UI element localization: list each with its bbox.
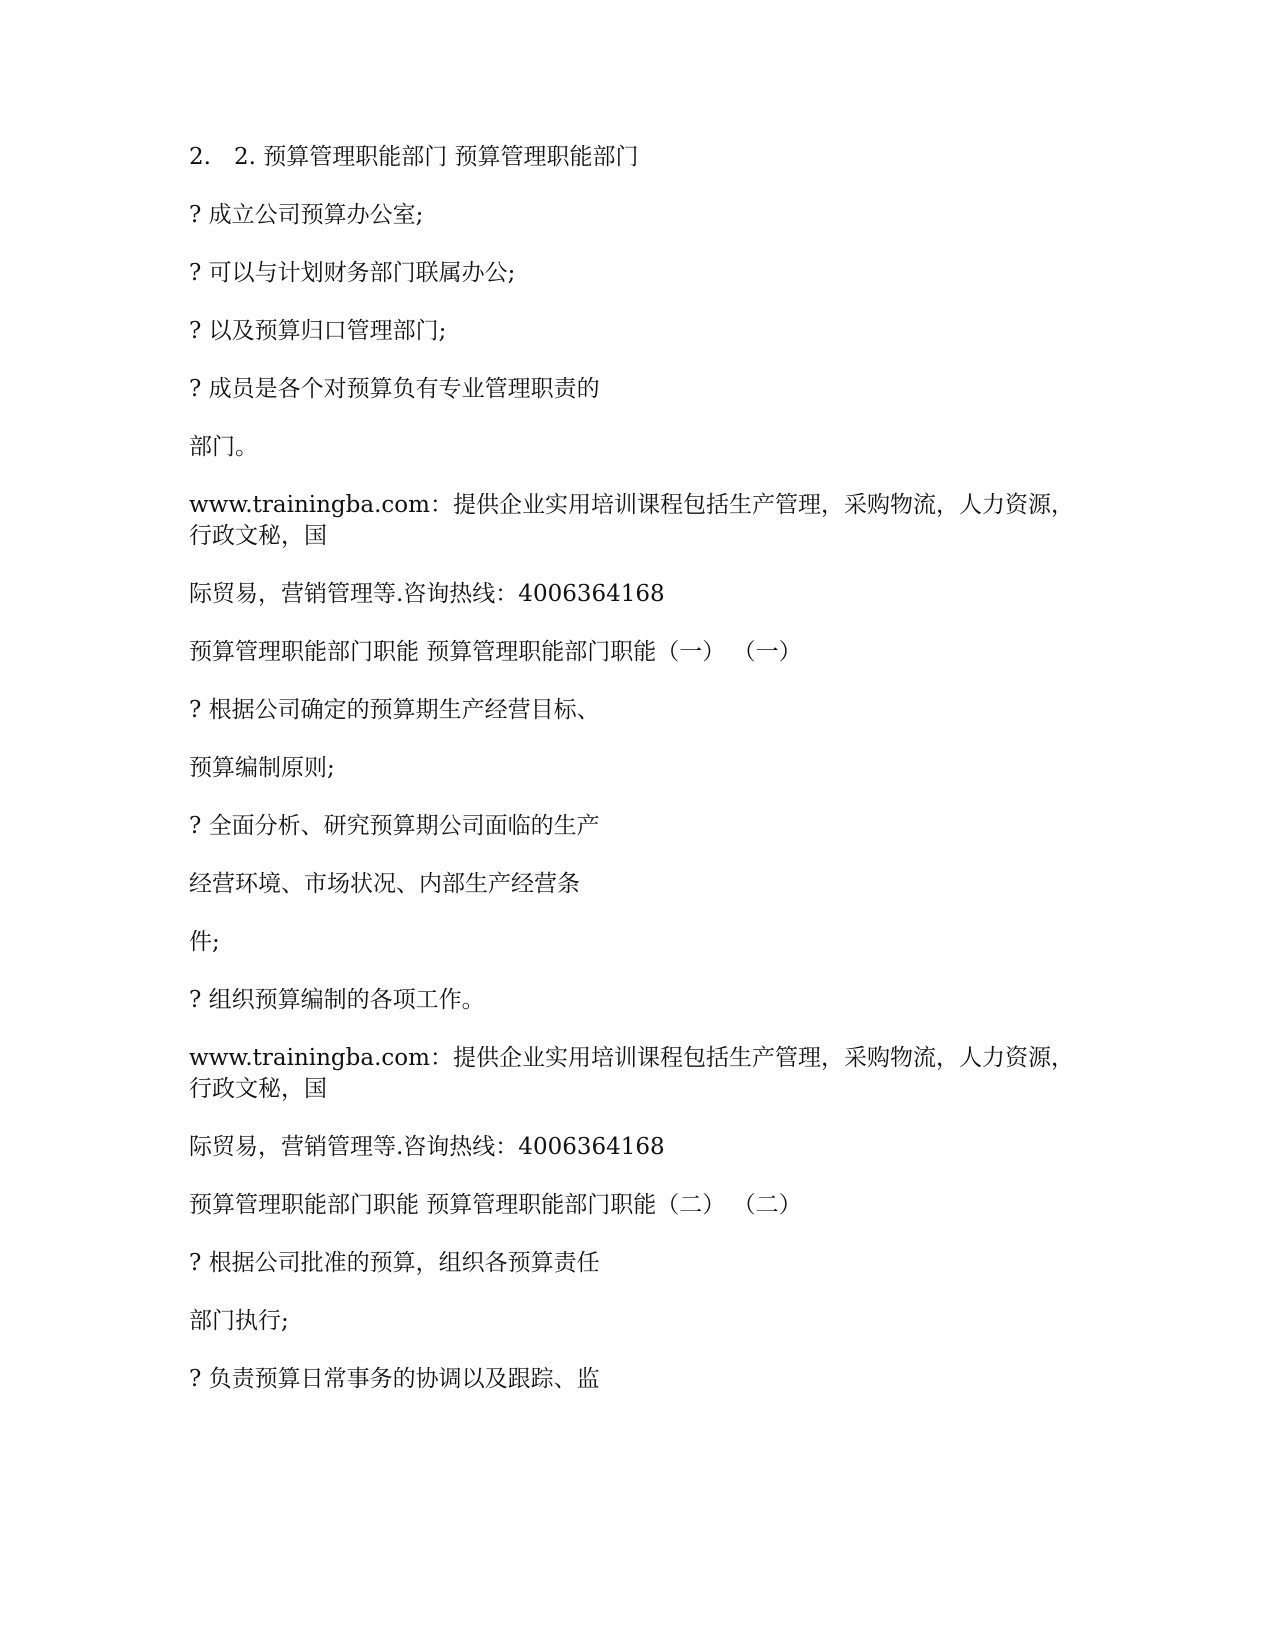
bullet-item: ? 成员是各个对预算负有专业管理职责的 xyxy=(189,376,600,402)
promo-line: 行政文秘，国 xyxy=(189,1076,327,1102)
promo-line: www.trainingba.com：提供企业实用培训课程包括生产管理，采购物流，人力资源， xyxy=(189,492,1074,518)
bullet-item: ? 组织预算编制的各项工作。 xyxy=(189,987,485,1013)
bullet-item: ? 负责预算日常事务的协调以及跟踪、监 xyxy=(189,1366,600,1392)
text-line: 部门。 xyxy=(189,434,258,460)
promo-hotline: 际贸易，营销管理等.咨询热线：4006364168 xyxy=(189,581,665,607)
bullet-item: ? 成立公司预算办公室; xyxy=(189,202,424,228)
bullet-item: ? 可以与计划财务部门联属办公; xyxy=(189,260,516,286)
promo-line: 行政文秘，国 xyxy=(189,523,327,549)
text-line: 预算编制原则; xyxy=(189,755,335,781)
promo-block xyxy=(189,490,1089,552)
section-heading: 2. 2. 预算管理职能部门 预算管理职能部门 xyxy=(189,144,639,170)
promo-line: www.trainingba.com：提供企业实用培训课程包括生产管理，采购物流，人力资源， xyxy=(189,1045,1074,1071)
text-line: 经营环境、市场状况、内部生产经营条 xyxy=(189,871,580,897)
text-line: 件; xyxy=(189,929,220,955)
promo-block xyxy=(189,1043,1089,1105)
promo-hotline: 际贸易，营销管理等.咨询热线：4006364168 xyxy=(189,1134,665,1160)
section-heading: 预算管理职能部门职能 预算管理职能部门职能（一） （一） xyxy=(189,639,802,665)
bullet-item: ? 根据公司确定的预算期生产经营目标、 xyxy=(189,697,600,723)
bullet-item: ? 全面分析、研究预算期公司面临的生产 xyxy=(189,813,600,839)
text-line: 部门执行; xyxy=(189,1308,289,1334)
bullet-item: ? 以及预算归口管理部门; xyxy=(189,318,447,344)
bullet-item: ? 根据公司批准的预算，组织各预算责任 xyxy=(189,1250,600,1276)
document-body xyxy=(189,142,1089,1422)
section-heading: 预算管理职能部门职能 预算管理职能部门职能（二） （二） xyxy=(189,1192,802,1218)
